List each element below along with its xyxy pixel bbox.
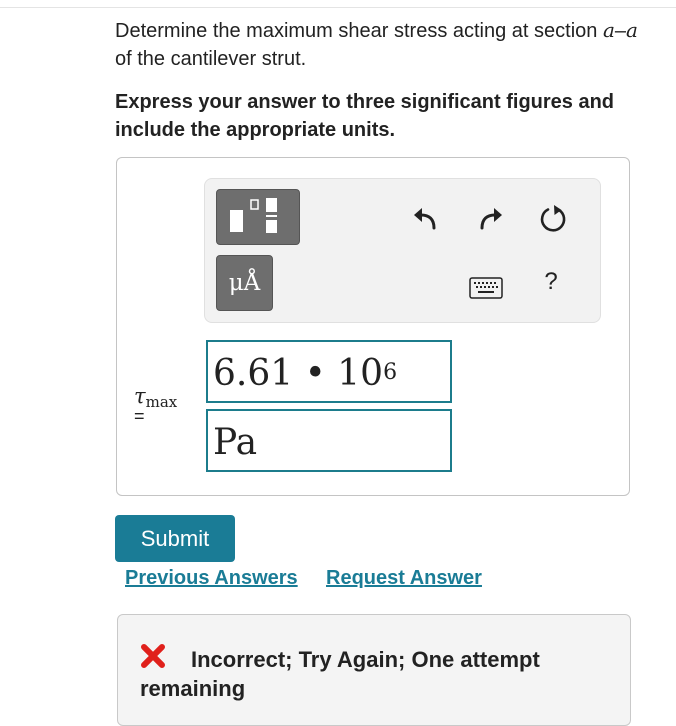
redo-icon[interactable] <box>475 204 505 234</box>
max-subscript: max <box>145 393 178 411</box>
answer-instruction: Express your answer to three significant figures and include the appropriate units. <box>115 91 615 141</box>
keyboard-icon[interactable] <box>469 277 503 299</box>
reset-icon[interactable] <box>538 203 570 235</box>
section-dash: – <box>614 20 627 42</box>
answer-variable-label <box>134 384 194 427</box>
previous-answers-link[interactable]: Previous Answers <box>125 567 298 589</box>
templates-icon <box>217 190 299 244</box>
help-button[interactable]: ? <box>544 268 558 295</box>
question-text <box>115 16 655 73</box>
section-variable-a1: a <box>602 18 615 42</box>
submit-button[interactable]: Submit <box>115 515 235 562</box>
answer-panel <box>116 157 630 496</box>
templates-button[interactable] <box>216 189 300 245</box>
equals-sign: = <box>134 406 145 426</box>
units-input[interactable]: Pa <box>206 409 452 472</box>
question-prefix: Determine the maximum shear stress acting at section <box>115 20 603 42</box>
section-variable-a2: a <box>626 18 638 42</box>
math-toolbar <box>204 178 601 323</box>
feedback-message: Incorrect; Try Again; One attempt remaining <box>140 647 540 701</box>
undo-icon[interactable] <box>411 204 441 234</box>
units-button[interactable]: μÅ <box>216 255 273 311</box>
value-mantissa: 6.61 • 10 <box>213 353 384 394</box>
value-input[interactable] <box>206 340 452 403</box>
request-answer-link[interactable]: Request Answer <box>326 567 482 589</box>
question-suffix: of the cantilever strut. <box>115 48 307 70</box>
tau-symbol: τ <box>134 384 146 408</box>
feedback-box <box>117 614 631 726</box>
value-exponent: 6 <box>383 360 398 385</box>
top-divider <box>0 7 676 8</box>
